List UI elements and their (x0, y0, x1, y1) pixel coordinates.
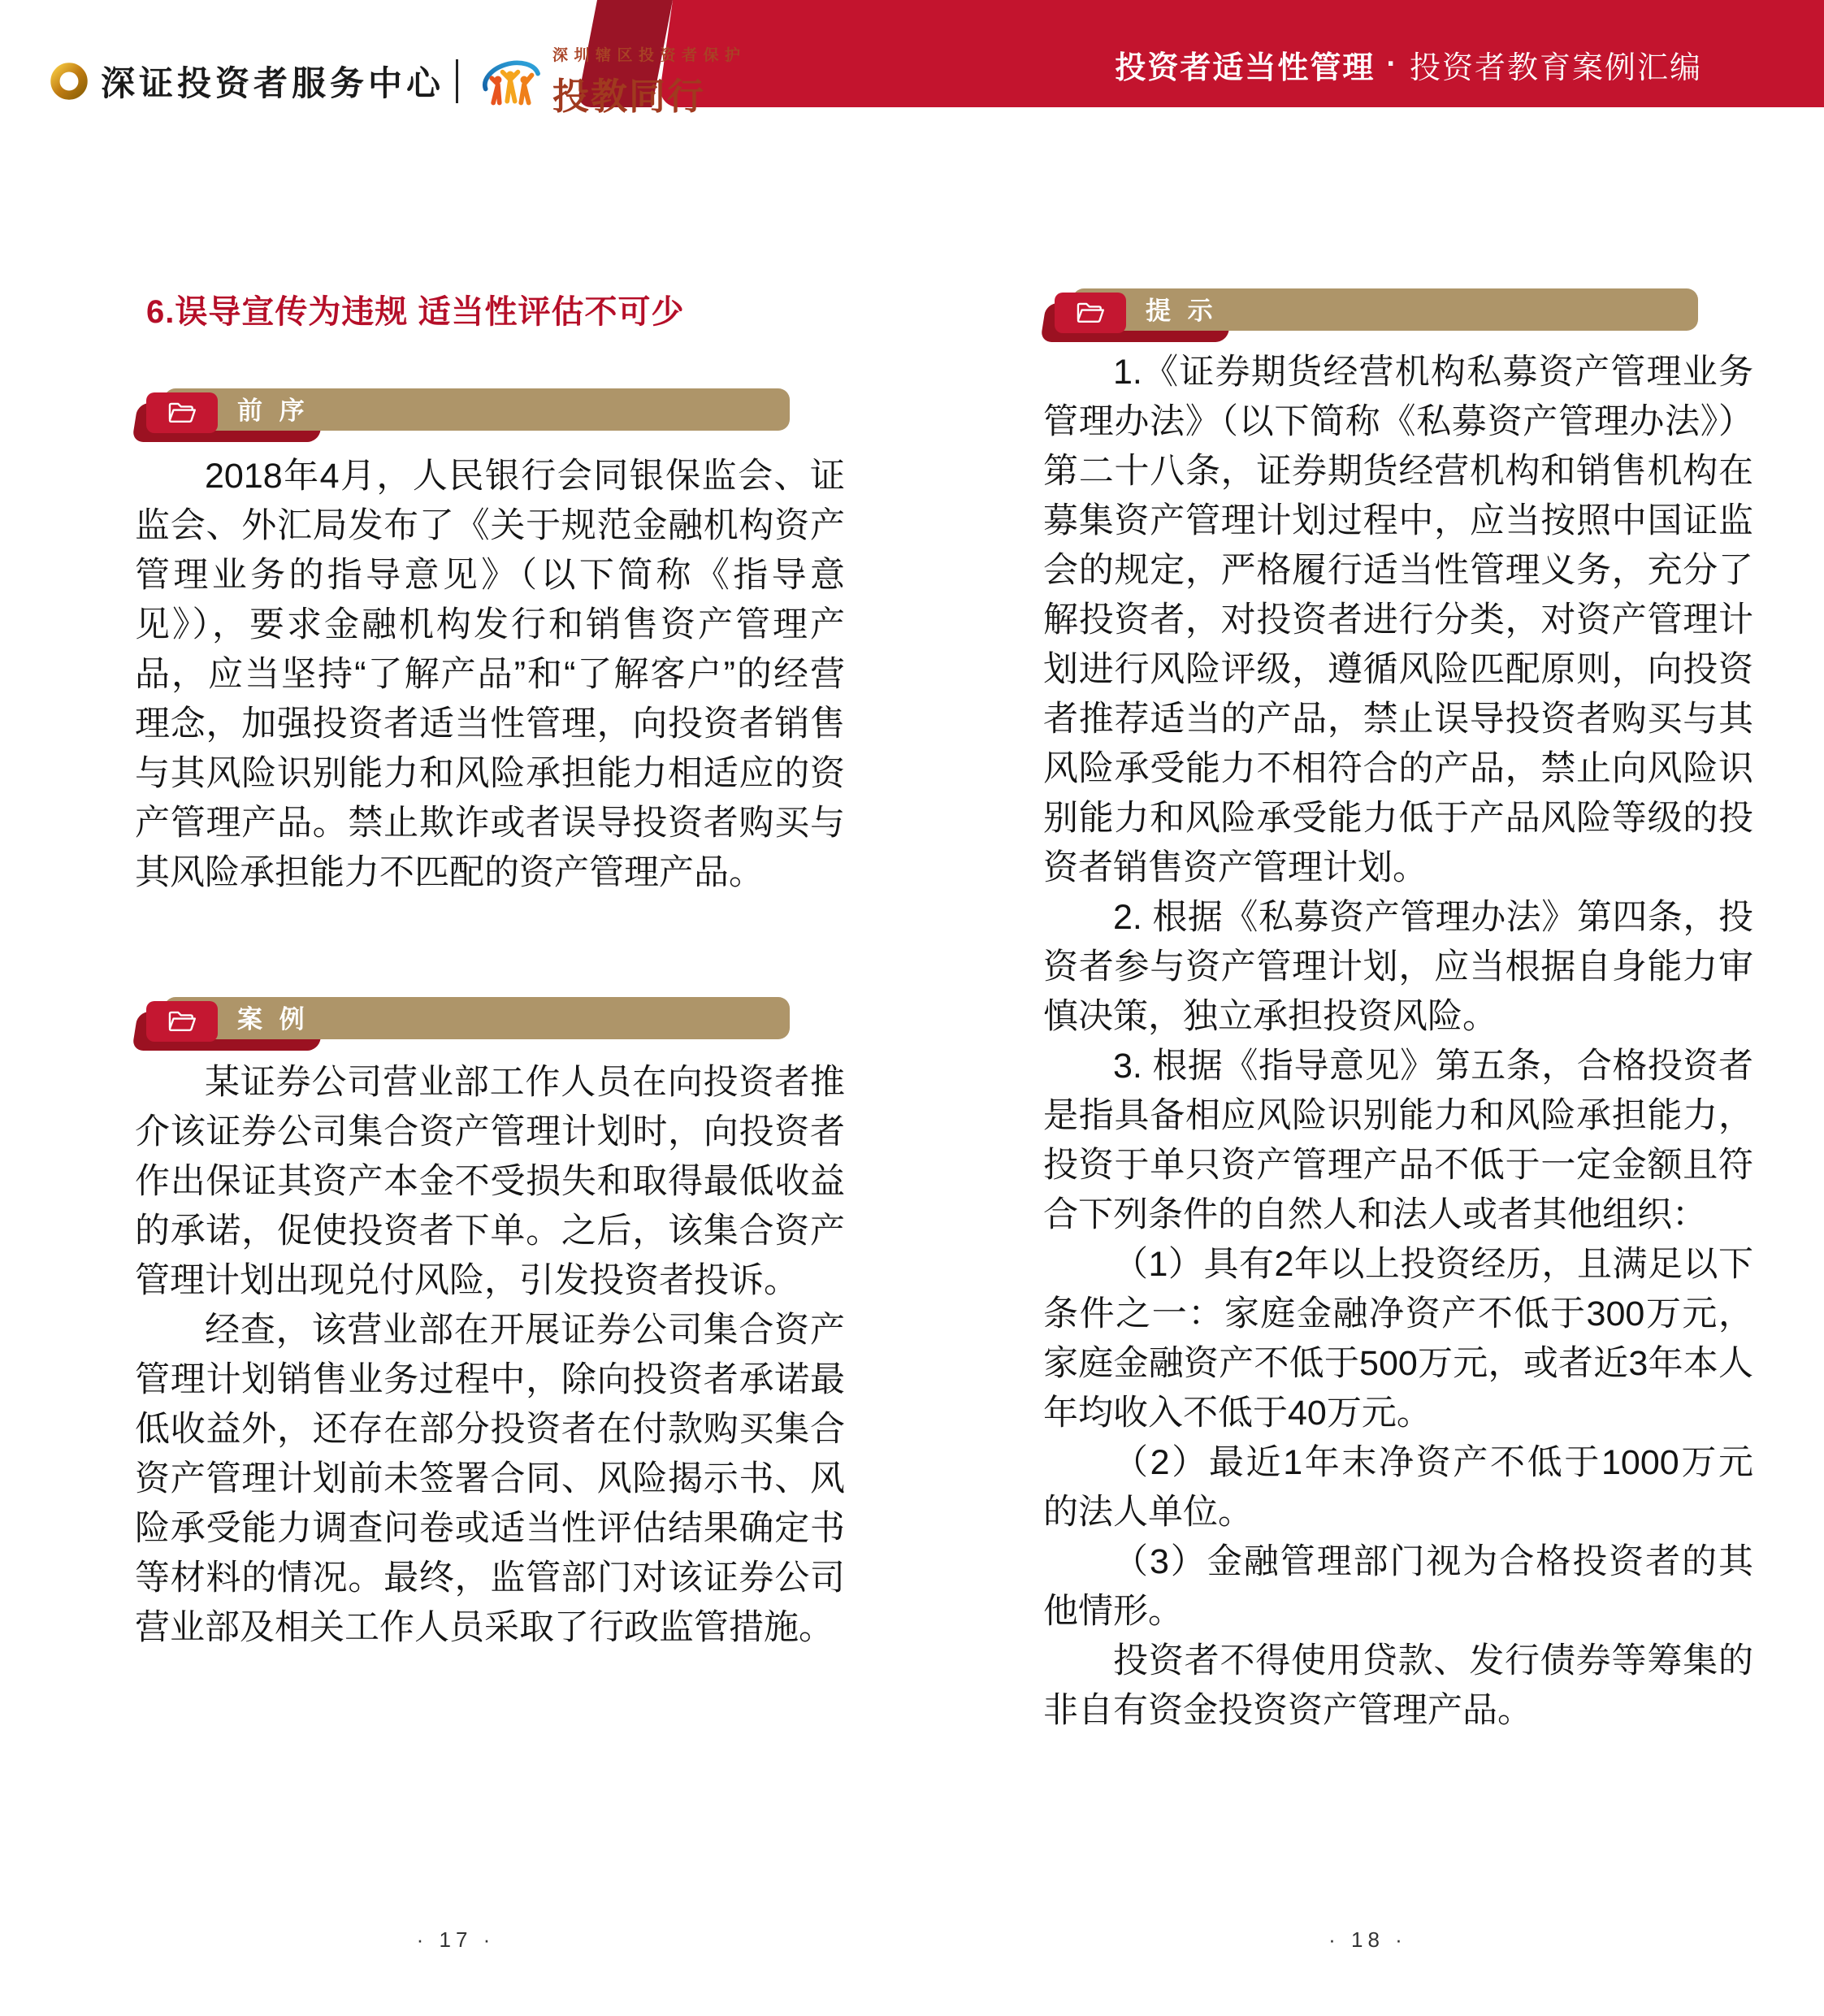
article-title: 6.误导宣传为违规 适当性评估不可少 (146, 294, 685, 330)
brand-lockup (49, 47, 747, 115)
folder-icon (167, 1008, 197, 1034)
paragraph: 2018年4月，人民银行会同银保监会、证监会、外汇局发布了《关于规范金融机构资产管理业务的指导意见》（以下简称《指导意见》），要求金融机构发行和销售资产管理产品，应当坚持“了解产品”和“了解客户”的经营理念，加强投资者适当性管理，向投资者销售与其风险识别能力和风险承担能力相适应的资产管理产品。禁止欺诈或者误导投资者购买与其风险承担能力不匹配的资产管理产品。 (135, 457, 845, 892)
section-label-preface: 前 序 (237, 397, 310, 425)
section-label-case: 案 例 (237, 1005, 310, 1034)
paragraph: （3）金融管理部门视为合格投资者的其他情形。 (1043, 1542, 1753, 1631)
tips-paragraphs (1043, 348, 1753, 1736)
section-header-case (146, 997, 790, 1056)
paragraph: 1.《证券期货经营机构私募资产管理业务管理办法》（以下简称《私募资产管理办法》）第二十八条，证券期货经营机构和销售机构在募集资产管理计划过程中，应当按照中国证监会的规定，严格履行适当性管理义务，充分了解投资者，对投资者进行分类，对资产管理计划进行风险评级，遵循风险匹配原则，向投资者推荐适当的产品，禁止误导投资者购买与其风险承受能力不相符合的产品，禁止向风险识别能力和风险承受能力低于产品风险等级的投资者销售资产管理计划。 (1043, 353, 1753, 887)
people-arc-icon (476, 52, 544, 111)
paragraph: 3. 根据《指导意见》第五条，合格投资者是指具备相应风险识别能力和风险承担能力，投资于单只资产管理产品不低于一定金额且符合下列条件的自然人和法人或者其他组织： (1043, 1047, 1753, 1234)
paragraph: （1）具有2年以上投资经历，且满足以下条件之一：家庭金融净资产不低于300万元，家庭金融资产不低于500万元，或者近3年本人年均收入不低于40万元。 (1043, 1245, 1753, 1433)
banner-title (1115, 0, 1702, 107)
banner-title-separator: · (1386, 46, 1398, 81)
brand-name: 深证投资者服务中心 (101, 64, 445, 102)
brand-divider (456, 59, 458, 103)
paragraph: 经查，该营业部在开展证券公司集合资产管理计划销售业务过程中，除向投资者承诺最低收益外，还存在部分投资者在付款购买集合资产管理计划前未签署合同、风险揭示书、风险承受能力调查问卷或适当性评估结果确定书等材料的情况。最终，监管部门对该证券公司营业部及相关工作人员采取了行政监管措施。 (135, 1311, 845, 1647)
paragraph: （2）最近1年末净资产不低于1000万元的法人单位。 (1043, 1443, 1753, 1532)
paragraph: 2. 根据《私募资产管理办法》第四条，投资者参与资产管理计划，应当根据自身能力审 慎决策，独立承担投资风险。 (1043, 898, 1753, 1036)
case-paragraphs (135, 1058, 845, 1653)
preface-paragraph (135, 452, 845, 898)
paragraph: 某证券公司营业部工作人员在向投资者推介该证券公司集合资产管理计划时，向投资者作出保证其资产本金不受损失和取得最低收益的承诺，促使投资者下单。之后，该集合资产管理计划出现兑付风险，引发投资者投诉。 (135, 1063, 845, 1300)
banner-title-rest: 投资者教育案例汇编 (1409, 50, 1702, 85)
folder-icon-box (146, 392, 218, 433)
folder-icon-box (146, 1001, 218, 1042)
folder-icon (167, 400, 197, 426)
folder-icon-box (1055, 293, 1126, 333)
paragraph: 投资者不得使用贷款、发行债券等筹集的非自有资金投资资产管理产品。 (1043, 1641, 1753, 1730)
brand-tagline: 深圳辖区投资者保护 (552, 47, 747, 64)
banner-title-bold: 投资者适当性管理 (1115, 50, 1376, 85)
brand-logo-name: 投教同行 (552, 76, 706, 117)
page-number-left: · 17 · (416, 1927, 496, 1952)
folder-icon (1075, 300, 1106, 326)
section-header-tips (1055, 288, 1698, 347)
gold-ring-icon (49, 61, 89, 102)
page-number-right: · 18 · (1328, 1927, 1407, 1952)
section-header-preface (146, 388, 790, 447)
sub-brand (552, 43, 747, 119)
section-label-tips: 提 示 (1146, 297, 1218, 325)
